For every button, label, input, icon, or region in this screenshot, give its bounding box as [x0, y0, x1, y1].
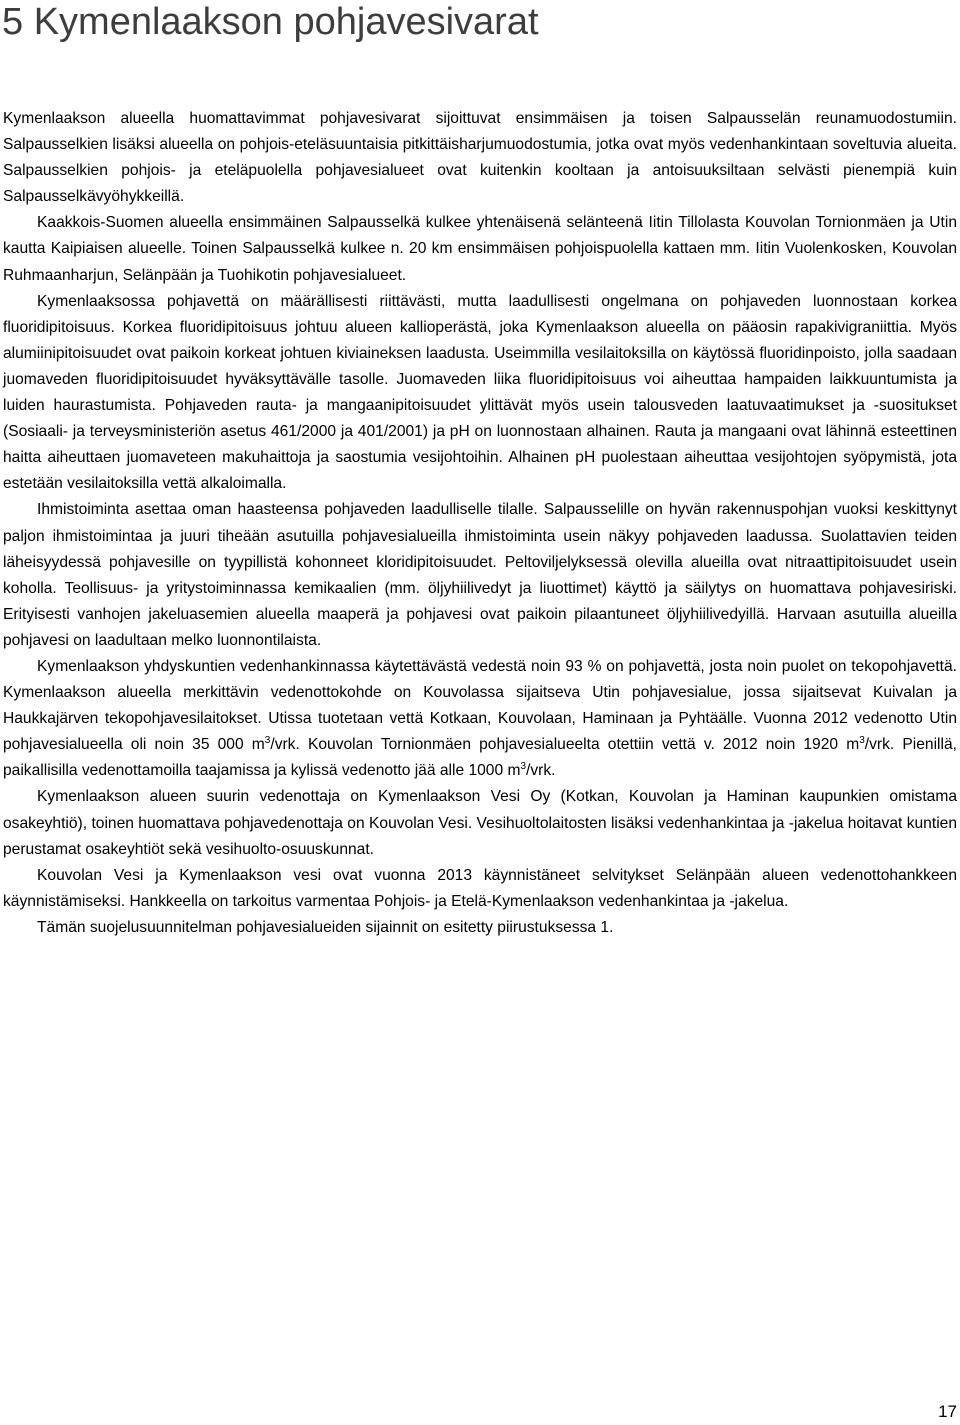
- page-number: 17: [938, 1402, 957, 1421]
- paragraph-human-activity: Ihmistoiminta asettaa oman haasteensa pohjaveden laadulliselle tilalle. Salpausselille on hyvän rakennuspohjan vuoksi keskittynyt paljon ihmistoimintaa ja juuri tiheään asutuilla pohjavesialueilla ihmistoiminta usein näkyy pohjaveden laadussa. Suolattavien teiden läheisyydessä pohjavesille on tyypillistä kohonneet kloridipitoisuudet. Peltoviljelyksessä olevilla alueilla ovat nitraattipitoisuudet usein koholla. Teollisuus- ja yritystoiminnassa kemikaalien (mm. öljyhiilivedyt ja liuottimet) käyttö ja säilytys on huomattava pohjavesiriski. Erityisesti vanhojen jakeluasemien alueella maaperä ja pohjavesi ovat paikoin pilaantuneet öljyhiilivedyillä. Harvaan asutuilla alueilla pohjavesi on laadultaan melko luonnontilaista.: [3, 501, 957, 649]
- water-supply-text-b: /vrk. Kouvolan Tornionmäen pohjavesialueelta otettiin vettä v. 2012 noin 1920 m: [270, 736, 860, 754]
- superscript-cubed: 3: [264, 735, 271, 747]
- superscript-cubed: 3: [520, 761, 527, 773]
- section-heading: 5 Kymenlaakson pohjavesivarat: [2, 1, 539, 43]
- water-supply-text-a: Kymenlaakson yhdyskuntien vedenhankinnassa käytettävästä vedestä noin 93 % on pohjavettä, josta noin puolet on tekopohjavettä. Kymenlaakson alueella merkittävin vedenottokohde on Kouvolassa sijaitseva Utin pohjavesialue, jossa sijaitsevat Kuivalan ja Haukkajärven tekopohjavesilaitokset. Utissa tuotetaan vettä Kotkaan, Kouvolaan, Haminaan ja Pyhtäälle. Vuonna 2012 vedenotto Utin pohjavesialueella oli noin 35 000 m: [3, 657, 957, 754]
- paragraph-drawing-reference: Tämän suojelusuunnitelman pohjavesialueiden sijainnit on esitetty piirustuksessa 1.: [37, 918, 614, 936]
- water-supply-text-c: /vrk. Pienillä, paikallisilla vedenottamoilla taajamissa ja kylissä vedenotto jää alle 1000 m: [3, 736, 957, 780]
- paragraph-water-supply: [3, 654, 957, 784]
- body-text: [3, 106, 957, 941]
- paragraph-intro: Kymenlaakson alueella huomattavimmat pohjavesivarat sijoittuvat ensimmäisen ja toisen Salpausselän reunamuodostumiin. Salpausselkien lisäksi alueella on pohjois-eteläsuuntaisia pitkittäisharjumuodostumia, jotka ovat myös vedenhankintaan soveltuvia alueita. Salpausselkien pohjois- ja eteläpuolella pohjavesialueet ovat kuitenkin kooltaan ja antoisuuksiltaan selvästi pienempiä kuin Salpausselkävyöhykkeillä.: [3, 110, 957, 206]
- paragraph-water-quality: Kymenlaaksossa pohjavettä on määrällisesti riittävästi, mutta laadullisesti ongelmana on pohjaveden luonnostaan korkea fluoridipitoisuus. Korkea fluoridipitoisuus johtuu alueen kallioperästä, joka Kymenlaakson alueella on pääosin rapakivigraniittia. Myös alumiinipitoisuudet ovat paikoin korkeat johtuen kiviaineksen laadusta. Useimmilla vesilaitoksilla on käytössä fluoridinpoisto, jolla saadaan juomaveden fluoridipitoisuudet hyväksyttävälle tasolle. Juomaveden liika fluoridipitoisuus voi aiheuttaa hampaiden laikkuuntumista ja luiden haurastumista. Pohjaveden rauta- ja mangaanipitoisuudet ylittävät myös usein talousveden laatuvaatimukset ja -suositukset (Sosiaali- ja terveysministeriön asetus 461/2000 ja 401/2001) ja pH on luonnostaan alhainen. Rauta ja mangaani ovat lähinnä esteettinen haitta aiheuttaen juomaveteen makuhaittoja ja saostumia vesijohtoihin. Alhainen pH puolestaan aiheuttaa vesijohtojen syöpymistä, jota estetään vesilaitoksilla vettä alkaloimalla.: [3, 292, 957, 493]
- superscript-cubed: 3: [859, 735, 865, 747]
- water-supply-text-d: /vrk.: [526, 762, 556, 780]
- paragraph-selanpaa-project: Kouvolan Vesi ja Kymenlaakson vesi ovat vuonna 2013 käynnistäneet selvitykset Selänpään alueen vedenottohankkeen käynnistämiseksi. Hankkeella on tarkoitus varmentaa Pohjois- ja Etelä-Kymenlaakson vedenhankintaa ja -jakelua.: [3, 866, 957, 910]
- paragraph-salpausselka: Kaakkois-Suomen alueella ensimmäinen Salpausselkä kulkee yhtenäisenä selänteenä Iitin Tillolasta Kouvolan Tornionmäen ja Utin kautta Kaipiaisen alueelle. Toinen Salpausselkä kulkee n. 20 km ensimmäisen pohjoispuolella kattaen mm. Iitin Vuolenkosken, Kouvolan Ruhmaanharjun, Selänpään ja Tuohikotin pohjavesialueet.: [3, 214, 957, 284]
- paragraph-water-companies: Kymenlaakson alueen suurin vedenottaja on Kymenlaakson Vesi Oy (Kotkan, Kouvolan ja Haminan kaupunkien omistama osakeyhtiö), toinen huomattava pohjavedenottaja on Kouvolan Vesi. Vesihuoltolaitosten lisäksi vedenhankintaa ja -jakelua hoitavat kuntien perustamat osakeyhtiöt sekä vesihuolto-osuuskunnat.: [3, 788, 957, 858]
